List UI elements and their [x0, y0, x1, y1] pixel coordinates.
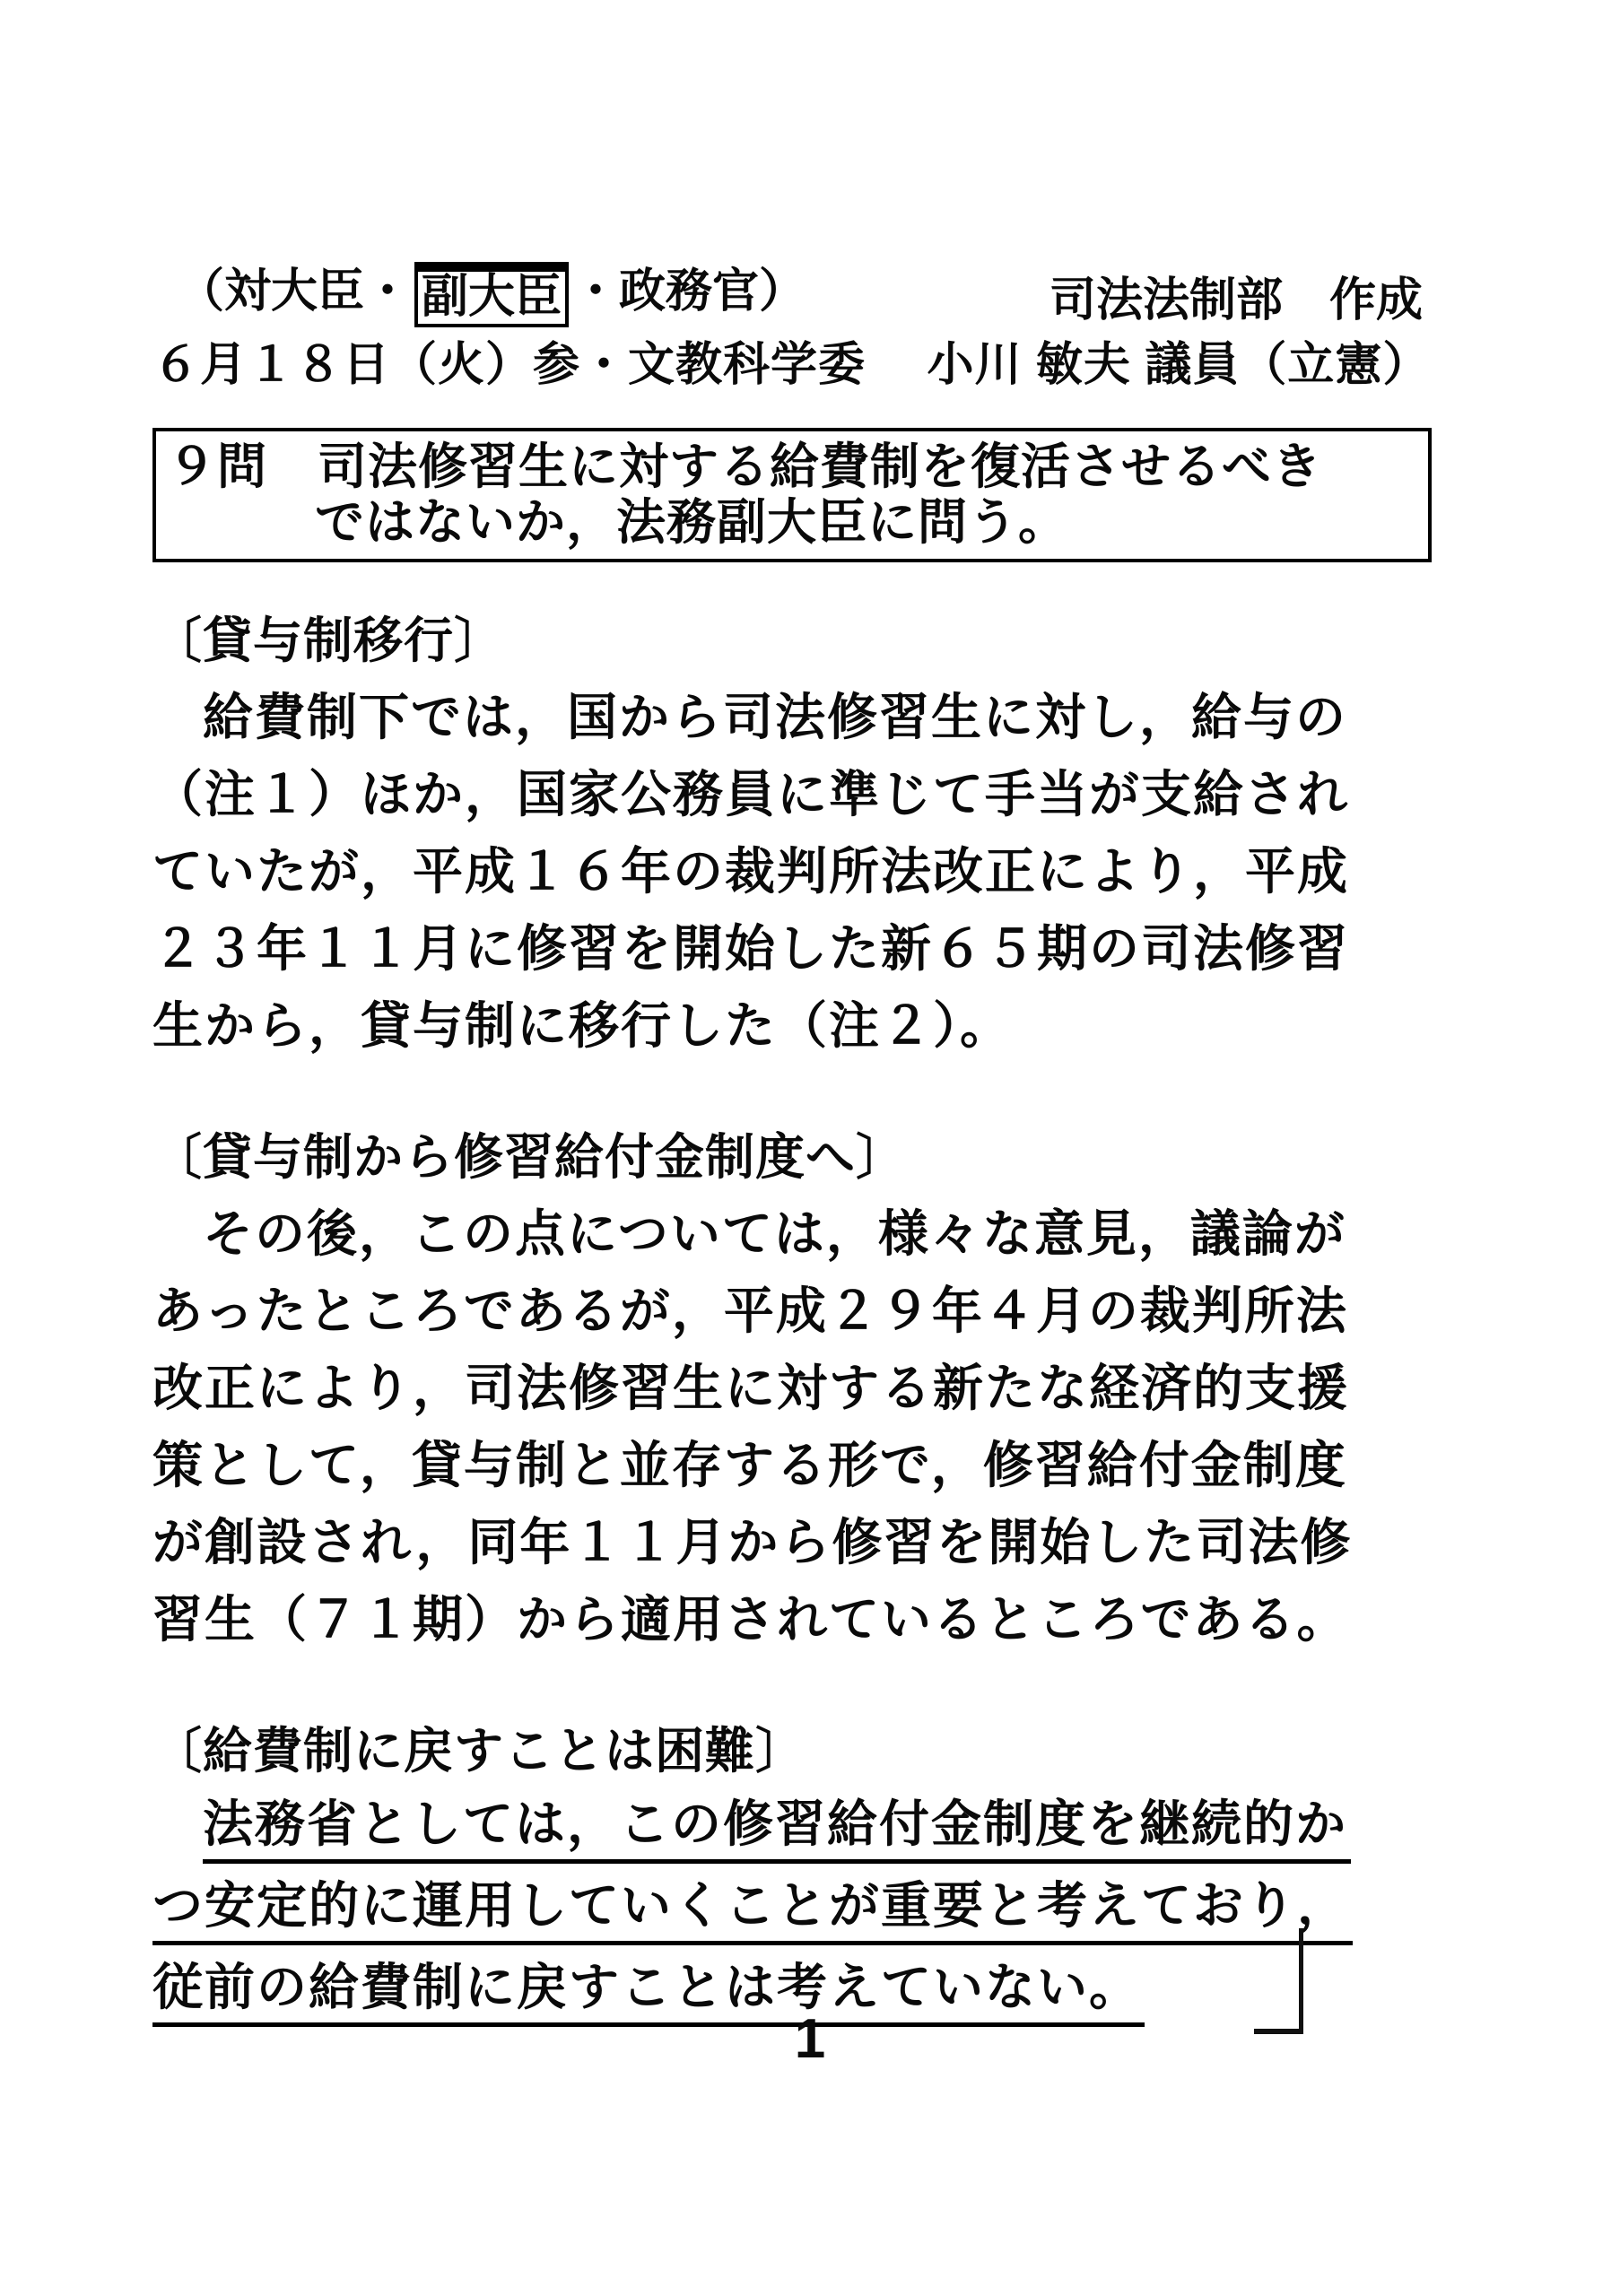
page-number: 1	[794, 2008, 826, 2070]
question-box-line: ９問 司法修習生に対する給費制を復活させるべき	[167, 438, 1323, 494]
question-box	[152, 428, 1432, 562]
paragraph-line-underlined: 法務省としては，この修習給付金制度を継続的か	[203, 1789, 1351, 1864]
question-box-line: ではないか，法務副大臣に問う。	[315, 493, 1069, 550]
paragraph-line: 改正により，司法修習生に対する新たな経済的支援	[152, 1359, 1349, 1416]
paragraph-line-underlined: 従前の給費制に戻すことは考えていない。	[152, 1952, 1145, 2027]
paragraph-line: 生から，貸与制に移行した（注２）。	[152, 996, 1012, 1054]
section-heading: 〔貸与制から修習給付金制度へ〕	[152, 1128, 907, 1185]
header-addressees-prefix: （対大臣・	[178, 265, 412, 317]
paragraph-line: （注１）ほか，国家公務員に準じて手当が支給され	[152, 765, 1349, 822]
header-addressees-suffix: ・政務官）	[572, 265, 806, 317]
section-loan-system-transition	[152, 602, 1432, 1065]
section-heading: 〔貸与制移行〕	[152, 612, 505, 668]
header-addressees	[152, 262, 806, 327]
boxed-vice-minister-label: 副大臣	[414, 262, 569, 327]
paragraph-line: 策として，貸与制と並存する形で，修習給付金制度	[152, 1436, 1347, 1493]
paragraph-line: ２３年１１月に修習を開始した新６５期の司法修習	[152, 919, 1349, 977]
header-line-1	[152, 262, 1432, 327]
paragraph-line: あったところであるが，平成２９年４月の裁判所法	[152, 1282, 1348, 1339]
section-benefit-system	[152, 1118, 1432, 1658]
paragraph-line: ていたが，平成１６年の裁判所法改正により，平成	[152, 842, 1349, 900]
document-content	[152, 262, 1432, 2034]
header-line-2-date-committee: ６月１８日（火）参・文教科学委 小川 敏夫 議員（立憲）	[152, 338, 1431, 391]
paragraph-line: 習生（７１期）から適用されているところである。	[152, 1590, 1349, 1648]
paragraph-line: が創設され，同年１１月から修習を開始した司法修	[152, 1513, 1353, 1570]
paragraph-line: 給費制下では，国から司法修習生に対し，給与の	[203, 688, 1347, 745]
paragraph-line-underlined: つ安定的に運用していくことが重要と考えており，	[152, 1871, 1353, 1945]
header-author-department: 司法法制部 作成	[1049, 274, 1423, 326]
paragraph-line: その後，この点については，様々な意見，議論が	[203, 1205, 1346, 1262]
section-return-difficult	[152, 1712, 1432, 2027]
section-heading: 〔給費制に戻すことは困難〕	[152, 1722, 806, 1779]
